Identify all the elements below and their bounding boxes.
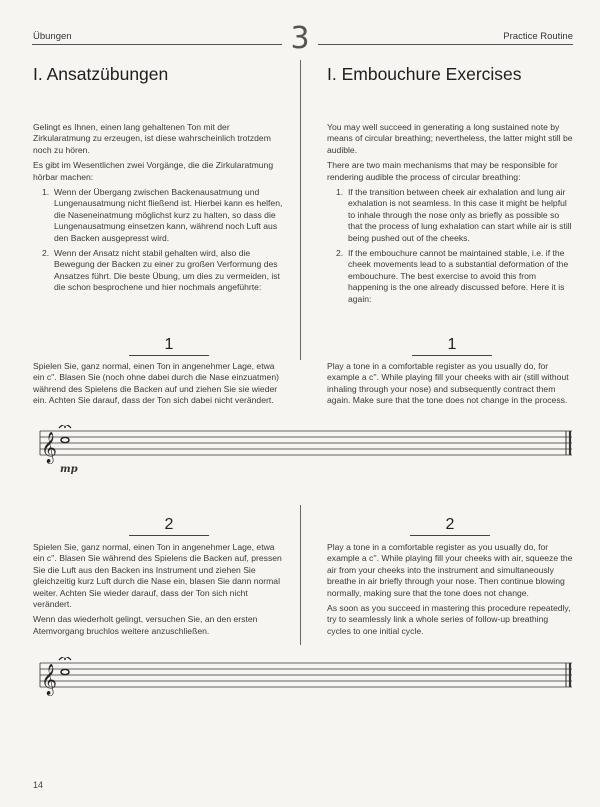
header-rule-right — [318, 44, 573, 45]
list-text: Wenn der Ansatz nicht stabil gehalten wird, also die Bewegung der Backen zu einer zu großen Verformung des Ansatzes führt. Die beste Übung, um dies zu vermeiden, ist die schon besprochene und hier nochmals angeführte: — [54, 248, 280, 293]
exercise-1-rule-right — [412, 355, 492, 356]
running-header-left: Übungen — [33, 31, 72, 42]
chapter-number: 3 — [290, 21, 310, 56]
exercise-2-rule-right — [410, 535, 490, 536]
list-text: If the transition between cheek air exhalation and lung air exhalation is not seamless. In this case it might be helpful to inhale through the nose only as briefly as possible so that the process of lung exhalation can start while air is still being pushed out of the cheeks. — [348, 187, 572, 243]
exercise-2-text-right: As soon as you succeed in mastering this procedure repeatedly, try to seamlessly link a whole series of follow-up breathing cycles to one initial cycle. — [327, 603, 571, 636]
fermata-icon — [59, 425, 71, 428]
list-item — [327, 187, 574, 244]
exercise-1-number-left: 1 — [164, 336, 174, 353]
whole-note-icon — [61, 437, 69, 442]
list-item — [33, 187, 283, 244]
treble-clef-icon: 𝄞 — [41, 432, 57, 463]
exercise-1-rule-left — [129, 355, 209, 356]
list-text: Wenn der Übergang zwischen Backenausatmung und Lungenausatmung nicht fließend ist. Hierbei kann es helfen, die Naseneinatmung möglichst kurz zu halten, so dass die Lungenausatmung einsetzen kann, während noch Luft aus den Backen ausgepresst wird. — [54, 187, 283, 243]
exercise-2-number-left: 2 — [164, 516, 174, 533]
fermata-icon — [59, 657, 71, 660]
right-intro-block — [327, 122, 574, 309]
exercise-2-text-right: Play a tone in a comfortable register as you usually do, for example a c''. While playing fill your cheeks with air, squeeze the air from your cheeks into the instrument and simultaneously breathe in air briefly through your nose. Then continue blowing normally, making sure that the tone does not change. — [327, 542, 573, 598]
treble-clef-icon: 𝄞 — [41, 664, 57, 695]
column-divider-top — [300, 60, 301, 360]
music-staff-1 — [0, 425, 600, 475]
exercise-2-rule-left — [129, 535, 209, 536]
column-divider-bottom — [300, 505, 301, 645]
exercise-1-text-left-block — [33, 361, 283, 411]
exercise-2-number-right: 2 — [445, 516, 455, 533]
list-text: If the embouchure cannot be maintained stable, i.e. if the cheek movements lead to a substantial deformation of the embouchure. The best exercise to avoid this from happening is the one already discussed before. Here it is again: — [348, 248, 569, 304]
whole-note-icon — [61, 669, 69, 674]
left-section-title: I. Ansatzübungen — [33, 64, 169, 84]
list-item — [33, 248, 283, 294]
left-intro-block — [33, 122, 283, 298]
list-number: 1. — [336, 187, 344, 198]
left-intro-paragraph: Es gibt im Wesentlichen zwei Vorgänge, die die Zirkularatmung hörbar machen: — [33, 160, 274, 182]
exercise-1-text-right-block — [327, 361, 574, 411]
left-intro-paragraph: Gelingt es Ihnen, einen lang gehaltenen Ton mit der Zirkularatmung zu erzeugen, ist diese wahrscheinlich trotzdem noch zu hören. — [33, 122, 271, 155]
list-item — [327, 248, 574, 305]
exercise-1-text-right: Play a tone in a comfortable register as you usually do, for example a c''. While playing fill your cheeks with air (still without inhaling through your nose) and subsequently contract them again. Make sure that the tone does not change in the process. — [327, 361, 569, 406]
left-mechanism-list — [33, 187, 283, 294]
right-intro-paragraph: You may well succeed in generating a long sustained note by means of circular breathing; nevertheless, the latter might still be audible. — [327, 122, 573, 155]
exercise-1-number-right: 1 — [447, 336, 457, 353]
exercise-2-text-left: Wenn das wiederholt gelingt, versuchen Sie, an den ersten Atemvorgang bruchlos weitere anzuschließen. — [33, 614, 258, 636]
music-staff-2 — [0, 657, 600, 697]
right-intro-paragraph: There are two main mechanisms that may be responsible for rendering audible the process of circular breathing: — [327, 160, 558, 182]
page-number: 14 — [33, 780, 44, 790]
right-mechanism-list — [327, 187, 574, 305]
exercise-1-text-left: Spielen Sie, ganz normal, einen Ton in angenehmer Lage, etwa ein c''. Blasen Sie (noch ohne dabei durch die Nase einzuatmen) während des Spielens die Backen auf und ziehen Sie sie wieder ein. Achten Sie darauf, dass der Ton sich dabei nicht verändert. — [33, 361, 279, 406]
right-section-title: I. Embouchure Exercises — [327, 64, 522, 84]
list-number: 2. — [336, 248, 344, 259]
exercise-2-text-left-block — [33, 542, 283, 641]
dynamic-marking: mp — [60, 464, 78, 475]
exercise-2-text-right-block — [327, 542, 574, 641]
exercise-2-text-left: Spielen Sie, ganz normal, einen Ton in angenehmer Lage, etwa ein c''. Blasen Sie während des Spielens die Backen auf, pressen Sie die Luft aus den Backen ins Instrument und ziehen Sie gleichzeitig kurz Luft durch die Nase ein, blasen Sie dann normal weiter. Achten Sie wieder darauf, dass der Ton sich nicht verändert. — [33, 542, 282, 610]
header-rule-left — [32, 44, 282, 45]
list-number: 2. — [42, 248, 50, 259]
running-header-right: Practice Routine — [503, 31, 573, 42]
list-number: 1. — [42, 187, 50, 198]
